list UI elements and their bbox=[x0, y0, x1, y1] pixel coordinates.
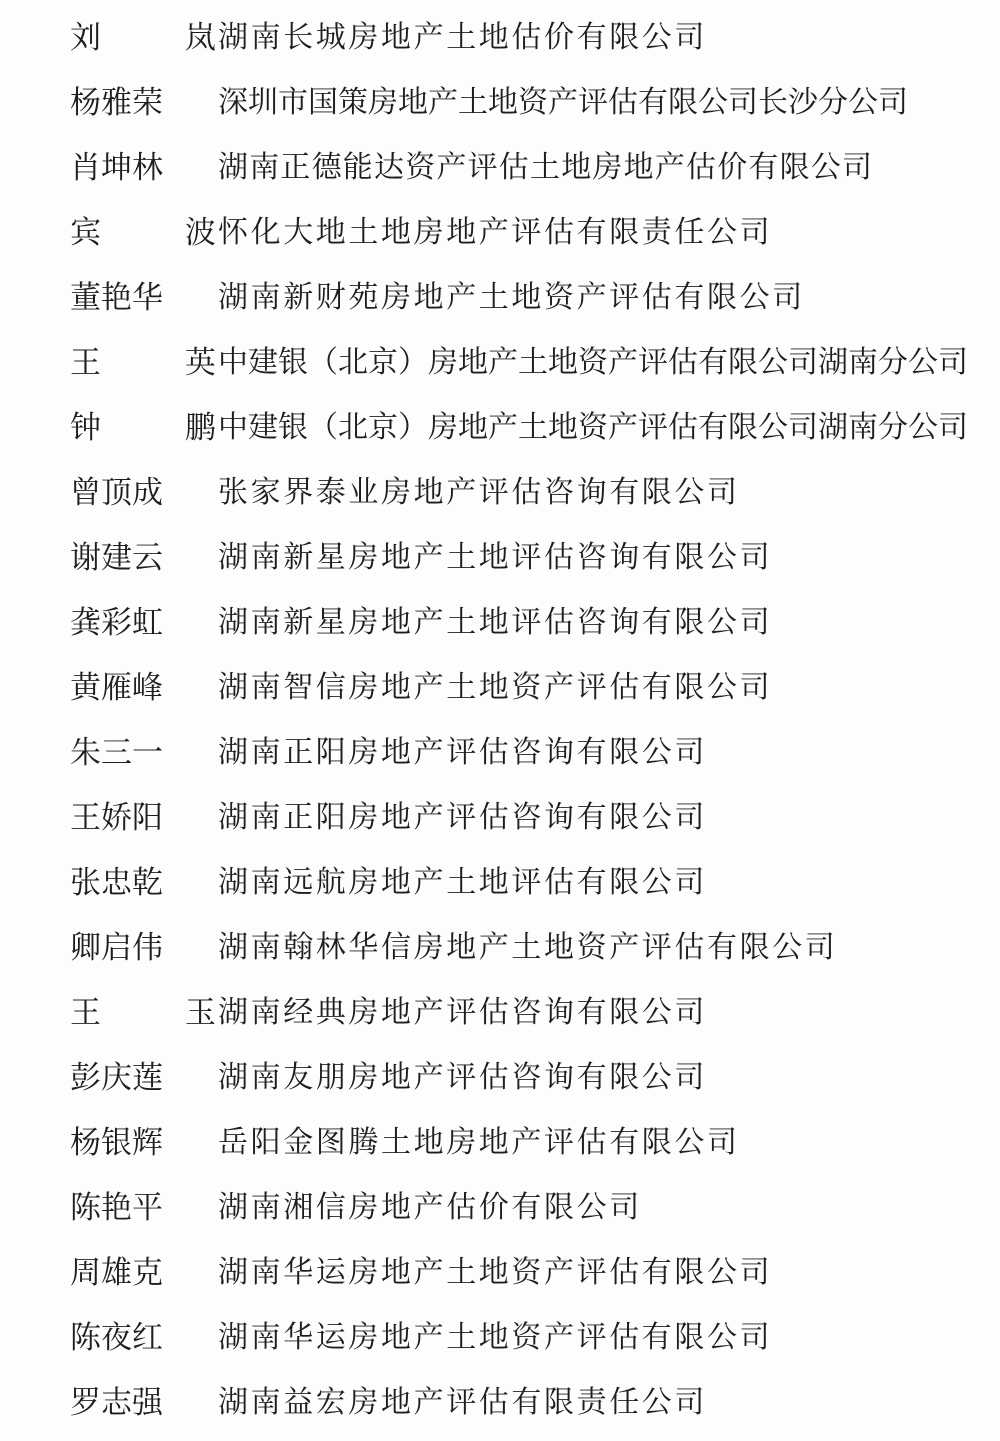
person-name: 罗志强 bbox=[70, 1385, 163, 1421]
list-item bbox=[0, 1243, 1000, 1303]
company-name: 湖南翰林华信房地产土地资产评估有限公司 bbox=[218, 930, 838, 965]
list-item bbox=[0, 723, 1000, 783]
person-name: 王 英 bbox=[70, 345, 253, 381]
company-name: 湖南经典房地产评估咨询有限公司 bbox=[218, 995, 707, 1030]
company-name: 湖南湘信房地产估价有限公司 bbox=[218, 1190, 642, 1225]
company-name: 湖南益宏房地产评估有限责任公司 bbox=[218, 1385, 707, 1420]
company-name: 湖南华运房地产土地资产评估有限公司 bbox=[218, 1255, 773, 1290]
person-name: 谢建云 bbox=[70, 540, 163, 576]
list-item bbox=[0, 398, 1000, 458]
person-name: 王 玉 bbox=[70, 995, 253, 1031]
person-name: 卿启伟 bbox=[70, 930, 163, 966]
person-name: 龚彩虹 bbox=[70, 605, 163, 641]
company-name: 湖南正阳房地产评估咨询有限公司 bbox=[218, 800, 707, 835]
person-name: 陈夜红 bbox=[70, 1320, 163, 1356]
company-name: 湖南新财苑房地产土地资产评估有限公司 bbox=[218, 280, 805, 315]
company-name: 湖南新星房地产土地评估咨询有限公司 bbox=[218, 605, 773, 640]
list-item bbox=[0, 788, 1000, 848]
list-item bbox=[0, 73, 1000, 133]
company-name: 怀化大地土地房地产评估有限责任公司 bbox=[218, 215, 773, 250]
list-item bbox=[0, 138, 1000, 198]
person-name: 陈艳平 bbox=[70, 1190, 163, 1226]
list-item bbox=[0, 1308, 1000, 1368]
person-name: 曾顶成 bbox=[70, 475, 163, 511]
list-item bbox=[0, 203, 1000, 263]
person-name: 张忠乾 bbox=[70, 865, 163, 901]
company-name: 湖南智信房地产土地资产评估有限公司 bbox=[218, 670, 773, 705]
company-name: 湖南长城房地产土地估价有限公司 bbox=[218, 20, 707, 55]
company-name: 中建银（北京）房地产土地资产评估有限公司湖南分公司 bbox=[218, 410, 968, 445]
list-item bbox=[0, 268, 1000, 328]
person-name: 彭庆莲 bbox=[70, 1060, 163, 1096]
list-item bbox=[0, 658, 1000, 718]
company-name: 中建银（北京）房地产土地资产评估有限公司湖南分公司 bbox=[218, 345, 968, 380]
person-name: 王娇阳 bbox=[70, 800, 163, 836]
company-name: 湖南正阳房地产评估咨询有限公司 bbox=[218, 735, 707, 770]
person-name: 宾 波 bbox=[70, 215, 253, 251]
company-name: 湖南远航房地产土地评估有限公司 bbox=[218, 865, 707, 900]
company-name: 湖南华运房地产土地资产评估有限公司 bbox=[218, 1320, 773, 1355]
company-name: 湖南新星房地产土地评估咨询有限公司 bbox=[218, 540, 773, 575]
list-item bbox=[0, 333, 1000, 393]
person-name: 杨银辉 bbox=[70, 1125, 163, 1161]
list-item bbox=[0, 1113, 1000, 1173]
list-item bbox=[0, 983, 1000, 1043]
person-name: 朱三一 bbox=[70, 735, 163, 771]
list-item bbox=[0, 1178, 1000, 1238]
company-name: 岳阳金图腾土地房地产评估有限公司 bbox=[218, 1125, 740, 1160]
company-name: 湖南正德能达资产评估土地房地产估价有限公司 bbox=[218, 150, 874, 185]
person-name: 钟 鹏 bbox=[70, 410, 253, 446]
list-item bbox=[0, 853, 1000, 913]
list-item bbox=[0, 528, 1000, 588]
company-name: 湖南友朋房地产评估咨询有限公司 bbox=[218, 1060, 707, 1095]
company-name: 张家界泰业房地产评估咨询有限公司 bbox=[218, 475, 740, 510]
company-name: 深圳市国策房地产土地资产评估有限公司长沙分公司 bbox=[218, 85, 908, 120]
list-item bbox=[0, 8, 1000, 68]
person-name: 肖坤林 bbox=[70, 150, 163, 186]
person-name: 董艳华 bbox=[70, 280, 163, 316]
list-item bbox=[0, 1373, 1000, 1433]
person-name: 刘 岚 bbox=[70, 20, 253, 56]
list-item bbox=[0, 463, 1000, 523]
list-item bbox=[0, 593, 1000, 653]
list-item bbox=[0, 918, 1000, 978]
person-name: 黄雁峰 bbox=[70, 670, 163, 706]
list-item bbox=[0, 1048, 1000, 1108]
person-name: 杨雅荣 bbox=[70, 85, 163, 121]
person-name: 周雄克 bbox=[70, 1255, 163, 1291]
